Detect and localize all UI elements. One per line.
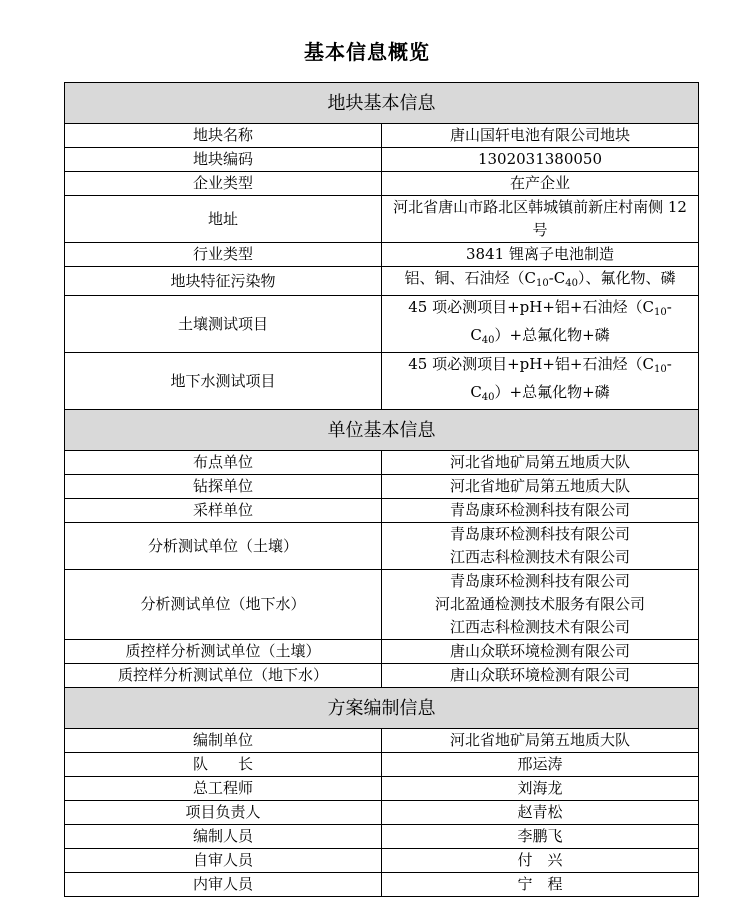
row-value: 刘海龙 — [382, 777, 699, 801]
table-row — [65, 729, 699, 753]
table-row — [65, 296, 699, 353]
table-row — [65, 777, 699, 801]
row-value: 赵青松 — [382, 801, 699, 825]
section-title: 方案编制信息 — [65, 688, 699, 729]
row-value: 河北省地矿局第五地质大队 — [382, 729, 699, 753]
row-value — [382, 523, 699, 570]
table-row — [65, 148, 699, 172]
table-row — [65, 801, 699, 825]
table-row — [65, 664, 699, 688]
section-title: 地块基本信息 — [65, 83, 699, 124]
row-label: 质控样分析测试单位（地下水） — [65, 664, 382, 688]
row-value: 青岛康环检测科技有限公司 — [382, 499, 699, 523]
table-row — [65, 172, 699, 196]
page-title: 基本信息概览 — [304, 40, 430, 64]
section-header-plot — [65, 83, 699, 124]
row-value: 45 项必测项目+pH+铝+石油烃$(C_{10}-C_{40})+$总氟化物+磷 — [382, 353, 699, 410]
value-line: 青岛康环检测科技有限公司 — [449, 525, 630, 543]
row-label: 编制单位 — [65, 729, 382, 753]
row-label: 采样单位 — [65, 499, 382, 523]
row-value: 付 兴 — [382, 849, 699, 873]
row-label: 地块编码 — [65, 148, 382, 172]
row-label: 分析测试单位（土壤） — [65, 523, 382, 570]
row-label: 编制人员 — [65, 825, 382, 849]
table-row — [65, 499, 699, 523]
table-row — [65, 873, 699, 897]
row-label: 土壤测试项目 — [65, 296, 382, 353]
section-header-plan — [65, 688, 699, 729]
row-label: 总工程师 — [65, 777, 382, 801]
value-line: 江西志科检测技术有限公司 — [449, 548, 630, 566]
table-row — [65, 353, 699, 410]
table-row — [65, 243, 699, 267]
table-row — [65, 570, 699, 640]
table-row — [65, 475, 699, 499]
row-value: 李鹏飞 — [382, 825, 699, 849]
section-header-unit — [65, 410, 699, 451]
row-label: 行业类型 — [65, 243, 382, 267]
row-label: 内审人员 — [65, 873, 382, 897]
table-row — [65, 849, 699, 873]
value-line: 河北盈通检测技术服务有限公司 — [434, 595, 645, 613]
table-row — [65, 196, 699, 243]
table-row — [65, 825, 699, 849]
overview-table — [64, 82, 699, 897]
row-value: 唐山国轩电池有限公司地块 — [382, 124, 699, 148]
value-line: 青岛康环检测科技有限公司 — [449, 572, 630, 590]
row-value: 1302031380050 — [382, 148, 699, 172]
row-label: 布点单位 — [65, 451, 382, 475]
row-value: 河北省唐山市路北区韩城镇前新庄村南侧 12 号 — [382, 196, 699, 243]
table-row — [65, 640, 699, 664]
table-row — [65, 267, 699, 296]
row-value: 河北省地矿局第五地质大队 — [382, 475, 699, 499]
row-label: 地址 — [65, 196, 382, 243]
row-value: 在产企业 — [382, 172, 699, 196]
table-row — [65, 753, 699, 777]
row-value — [382, 570, 699, 640]
value-line: 江西志科检测技术有限公司 — [449, 618, 630, 636]
row-value: 铝、铜、石油烃$(C_{10}-C_{40})$、氟化物、磷 — [382, 267, 699, 296]
row-label: 地块名称 — [65, 124, 382, 148]
row-value: 邢运涛 — [382, 753, 699, 777]
row-label: 企业类型 — [65, 172, 382, 196]
row-value: 3841 锂离子电池制造 — [382, 243, 699, 267]
row-label: 自审人员 — [65, 849, 382, 873]
row-label: 地块特征污染物 — [65, 267, 382, 296]
row-label: 分析测试单位（地下水） — [65, 570, 382, 640]
row-value: 宁 程 — [382, 873, 699, 897]
row-label: 项目负责人 — [65, 801, 382, 825]
row-value: 河北省地矿局第五地质大队 — [382, 451, 699, 475]
row-value: 唐山众联环境检测有限公司 — [382, 640, 699, 664]
section-title: 单位基本信息 — [65, 410, 699, 451]
row-label: 质控样分析测试单位（土壤） — [65, 640, 382, 664]
row-value: 45 项必测项目+pH+铝+石油烃$(C_{10}-C_{40})+$总氟化物+磷 — [382, 296, 699, 353]
row-label: 地下水测试项目 — [65, 353, 382, 410]
table-row — [65, 124, 699, 148]
table-row — [65, 523, 699, 570]
table-row — [65, 451, 699, 475]
row-value: 唐山众联环境检测有限公司 — [382, 664, 699, 688]
row-label: 钻探单位 — [65, 475, 382, 499]
row-label: 队 长 — [65, 753, 382, 777]
